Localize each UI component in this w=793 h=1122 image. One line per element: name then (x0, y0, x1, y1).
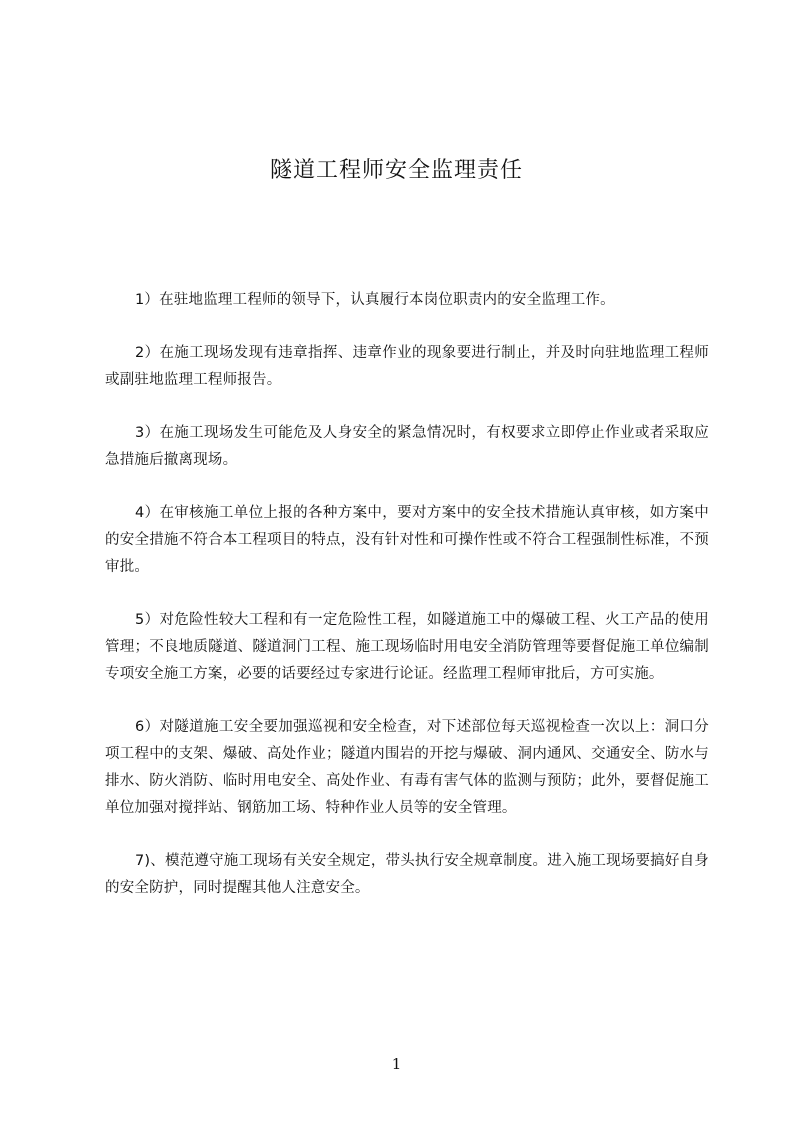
paragraph-2: 2）在施工现场发现有违章指挥、违章作业的现象要进行制止，并及时向驻地监理工程师或副驻地监理工程师报告。 (105, 345, 709, 388)
document-body (105, 287, 709, 928)
page-title: 隧道工程师安全监理责任 (269, 157, 523, 183)
paragraph-6: 6）对隧道施工安全要加强巡视和安全检查，对下述部位每天巡视检查一次以上：洞口分项工程中的支架、爆破、高处作业；隧道内围岩的开挖与爆破、洞内通风、交通安全、防水与排水、防火消防、临时用电安全、高处作业、有毒有害气体的监测与预防；此外，要督促施工单位加强对搅拌站、钢筋加工场、特种作业人员等的安全管理。 (105, 719, 709, 816)
paragraph-1: 1）在驻地监理工程师的领导下，认真履行本岗位职责内的安全监理工作。 (135, 292, 615, 308)
paragraph-7: 7)、模范遵守施工现场有关安全规定，带头执行安全规章制度。进入施工现场要搞好自身的安全防护，同时提醒其他人注意安全。 (105, 853, 709, 896)
paragraph-4: 4）在审核施工单位上报的各种方案中，要对方案中的安全技术措施认真审核，如方案中的安全措施不符合本工程项目的特点，没有针对性和可操作性或不符合工程强制性标准，不预审批。 (105, 505, 709, 575)
page-number: 1 (391, 1055, 402, 1073)
paragraph-3: 3）在施工现场发生可能危及人身安全的紧急情况时，有权要求立即停止作业或者采取应急措施后撤离现场。 (105, 425, 709, 468)
paragraph-5: 5）对危险性较大工程和有一定危险性工程，如隧道施工中的爆破工程、火工产品的使用管理；不良地质隧道、隧道洞门工程、施工现场临时用电安全消防管理等要督促施工单位编制专项安全施工方案，必要的话要经过专家进行论证。经监理工程师审批后，方可实施。 (105, 612, 709, 682)
